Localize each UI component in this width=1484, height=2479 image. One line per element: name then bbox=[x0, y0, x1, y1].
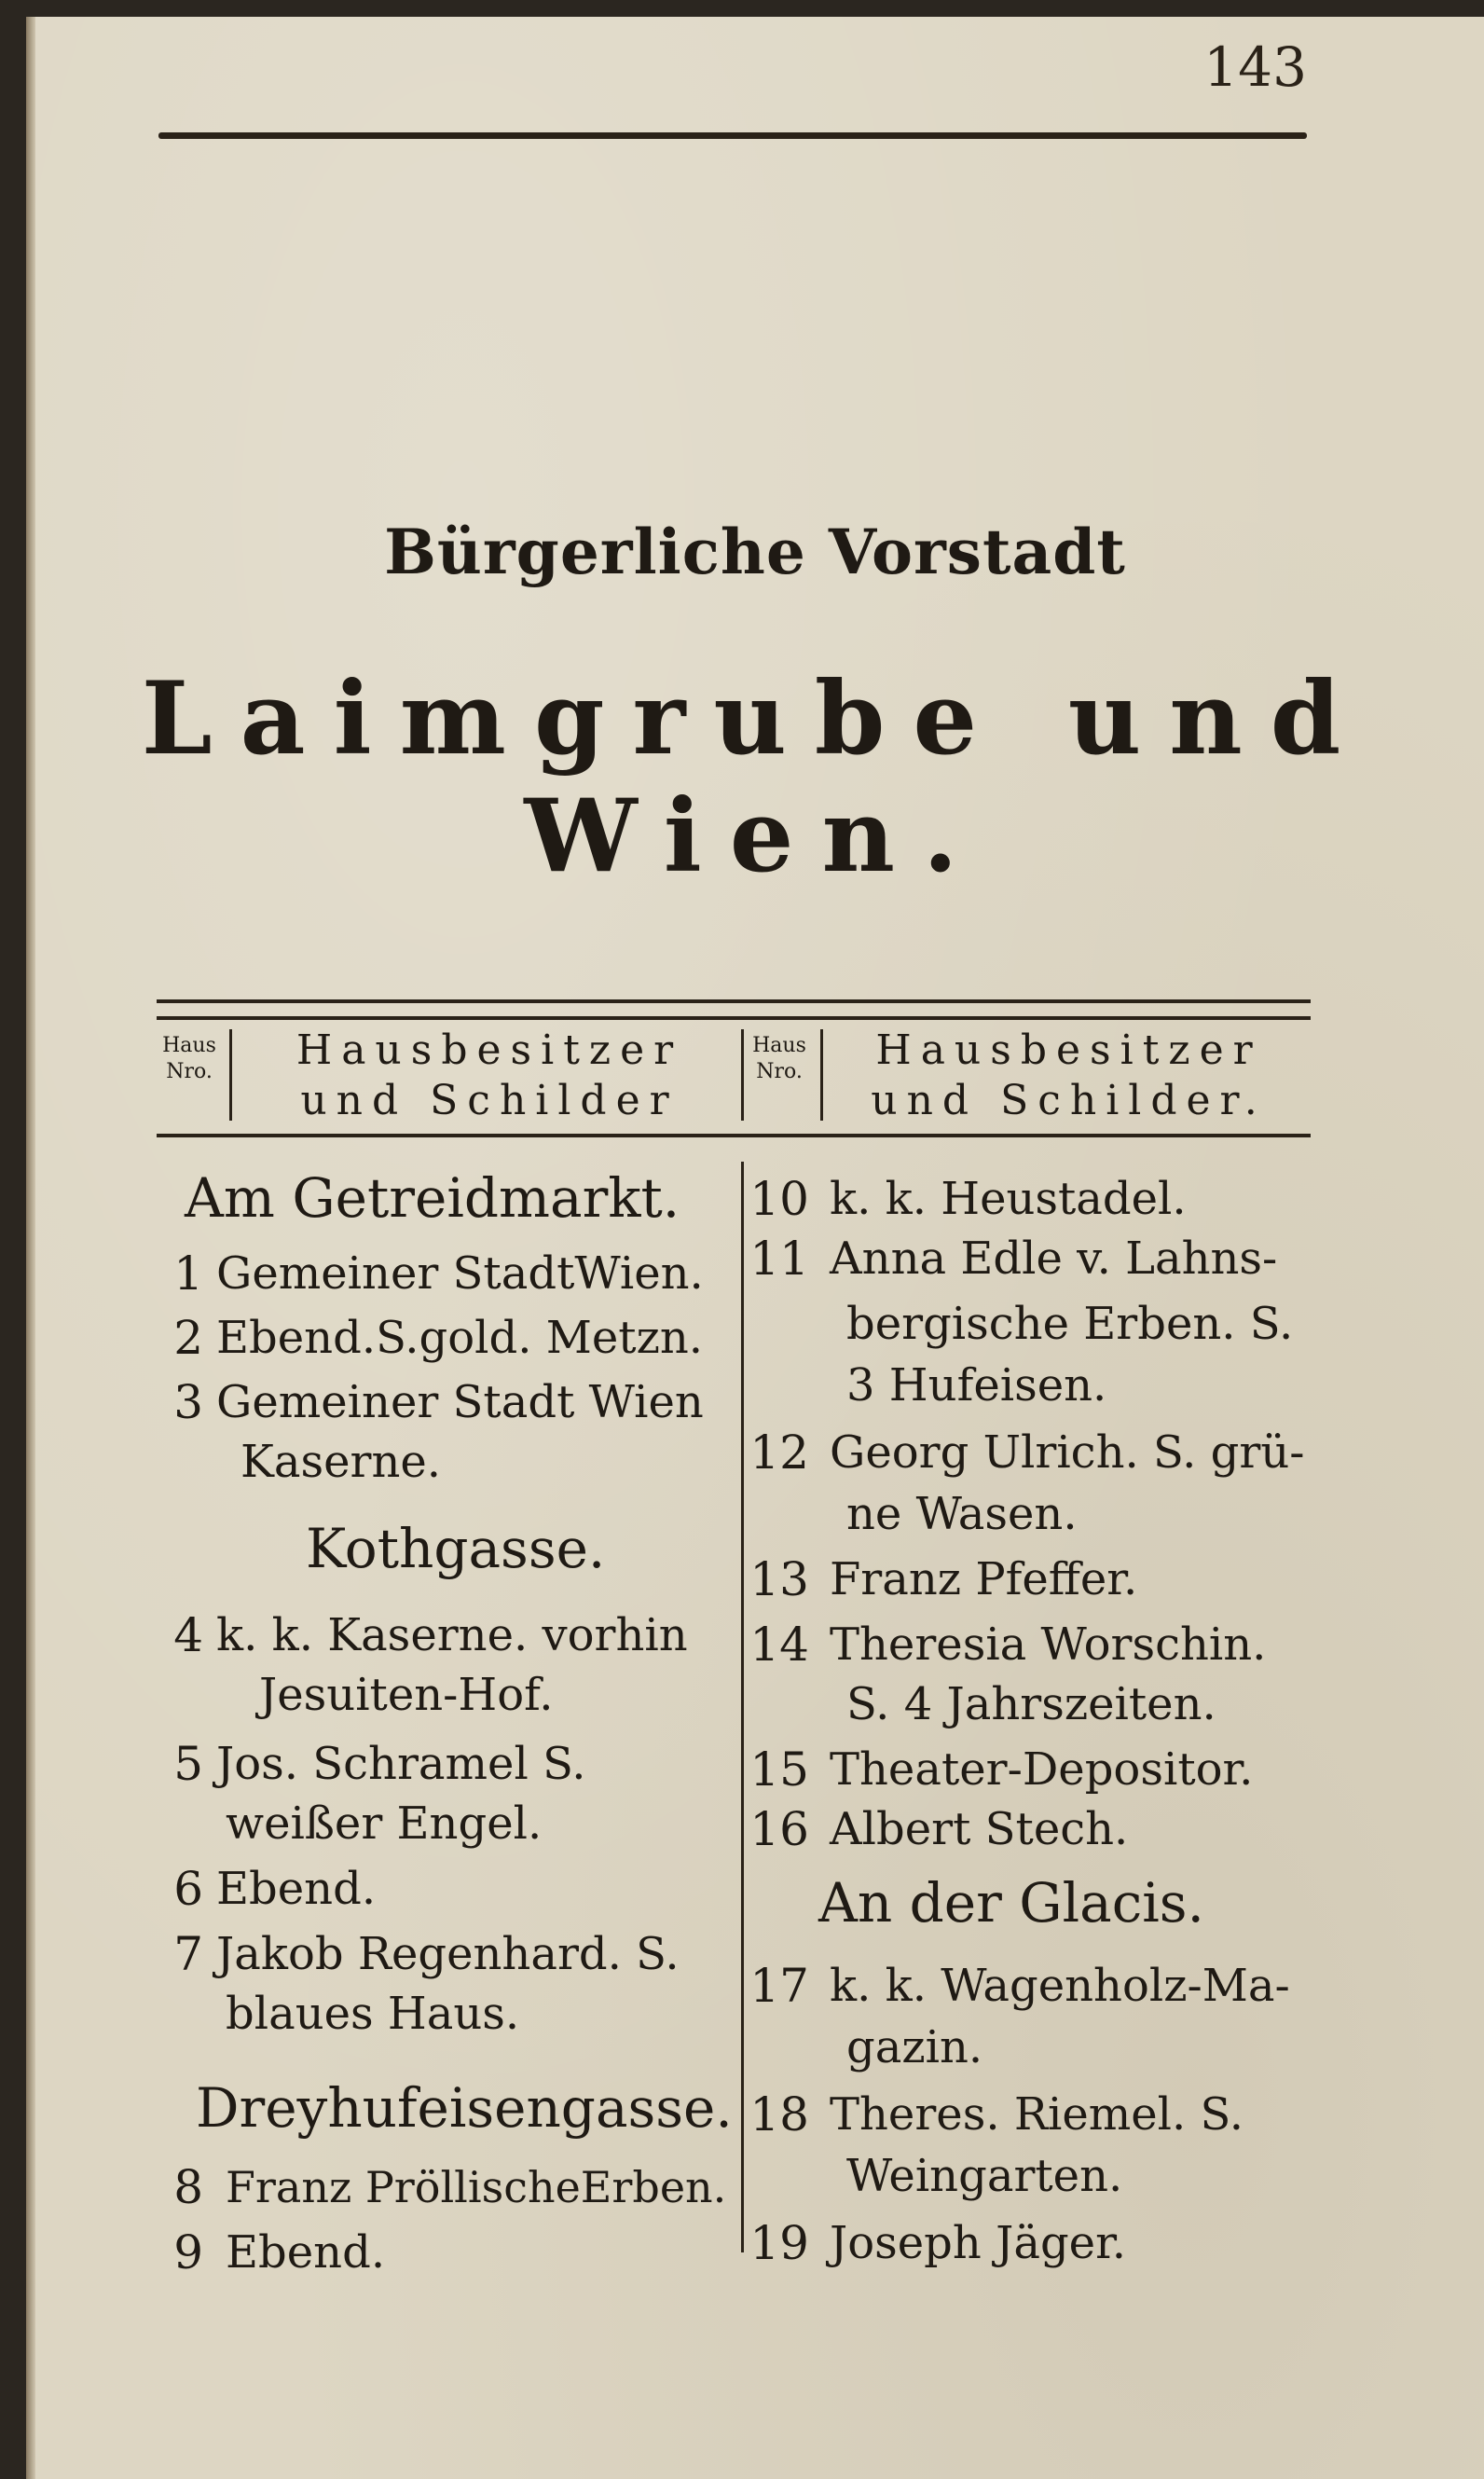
table-top-rule bbox=[157, 999, 1311, 1020]
entry-line: Ebend. bbox=[216, 1863, 377, 1915]
entry-line: blaues Haus. bbox=[226, 1988, 520, 2040]
entry-line: Franz Pfeffer. bbox=[830, 1553, 1138, 1605]
entry-line: Jos. Schramel S. bbox=[216, 1738, 586, 1790]
entry-line: Albert Stech. bbox=[830, 1803, 1129, 1855]
entry-line: Theres. Riemel. S. bbox=[830, 2088, 1244, 2141]
house-number: 5 bbox=[173, 1737, 203, 1791]
house-number: 7 bbox=[173, 1927, 203, 1981]
house-number: 10 bbox=[749, 1172, 809, 1226]
section-heading: An der Glacis. bbox=[818, 1871, 1204, 1935]
house-number: 4 bbox=[173, 1608, 203, 1662]
house-number: 17 bbox=[749, 1959, 809, 2013]
entry-line: Gemeiner StadtWien. bbox=[216, 1247, 704, 1300]
entry-line: Georg Ulrich. S. grü- bbox=[830, 1426, 1305, 1479]
entry-line: k. k. Heustadel. bbox=[830, 1173, 1187, 1225]
entry-line: Joseph Jäger. bbox=[830, 2217, 1126, 2269]
entry-line: gazin. bbox=[846, 2021, 983, 2073]
entry-line: Anna Edle v. Lahns- bbox=[830, 1233, 1278, 1285]
header-divider bbox=[820, 1029, 823, 1121]
entry-line: Gemeiner Stadt Wien bbox=[216, 1376, 704, 1428]
section-heading: Kothgasse. bbox=[306, 1517, 606, 1580]
entry-line: Jakob Regenhard. S. bbox=[216, 1928, 680, 1980]
book-spine bbox=[26, 17, 35, 2479]
page-subtitle: Bürgerliche Vorstadt bbox=[384, 516, 1126, 588]
house-number: 6 bbox=[173, 1862, 203, 1916]
entry-line: bergische Erben. S. bbox=[846, 1298, 1294, 1350]
house-number: 13 bbox=[749, 1552, 809, 1606]
house-number: 8 bbox=[173, 2160, 203, 2214]
column-header-number-left: Haus Nro. bbox=[162, 1034, 216, 1083]
column-header-owner-left: Hausbesitzer und Schilder bbox=[295, 1026, 683, 1124]
house-number: 11 bbox=[749, 1232, 809, 1286]
house-number: 18 bbox=[749, 2087, 809, 2142]
house-number: 15 bbox=[749, 1742, 809, 1797]
header-rule bbox=[158, 132, 1307, 139]
entry-line: S. 4 Jahrszeiten. bbox=[846, 1678, 1216, 1730]
house-number: 16 bbox=[749, 1802, 809, 1856]
page-number: 143 bbox=[1203, 35, 1307, 99]
book-page bbox=[26, 17, 1484, 2479]
house-number: 2 bbox=[173, 1311, 203, 1365]
house-number: 14 bbox=[749, 1618, 809, 1672]
entry-line: Jesuiten-Hof. bbox=[259, 1669, 554, 1721]
entry-line: Ebend. bbox=[226, 2226, 386, 2279]
house-number: 19 bbox=[749, 2216, 809, 2270]
entry-line: ne Wasen. bbox=[846, 1488, 1078, 1540]
table-header-rule bbox=[157, 1134, 1311, 1137]
column-header-owner-right: Hausbesitzer und Schilder. bbox=[871, 1026, 1267, 1124]
entry-line: weißer Engel. bbox=[226, 1797, 543, 1850]
house-number: 12 bbox=[749, 1425, 809, 1480]
entry-line: Theater-Depositor. bbox=[830, 1743, 1254, 1796]
entry-line: 3 Hufeisen. bbox=[846, 1359, 1107, 1412]
entry-line: k. k. Kaserne. vorhin bbox=[216, 1609, 688, 1661]
entry-line: Ebend.S.gold. Metzn. bbox=[216, 1312, 704, 1364]
house-number: 1 bbox=[173, 1246, 203, 1301]
entry-line: k. k. Wagenholz-Ma- bbox=[830, 1960, 1290, 2012]
section-heading: Am Getreidmarkt. bbox=[185, 1166, 680, 1230]
entry-line: Weingarten. bbox=[846, 2150, 1123, 2202]
entry-line: Kaserne. bbox=[240, 1436, 442, 1488]
entry-line: Theresia Worschin. bbox=[830, 1618, 1267, 1671]
header-divider bbox=[229, 1029, 232, 1121]
entry-line: Franz PröllischeErben. bbox=[226, 2162, 727, 2212]
page-title: Laimgrube und Wien. bbox=[141, 660, 1369, 895]
column-header-number-right: Haus Nro. bbox=[752, 1034, 806, 1083]
header-divider bbox=[741, 1029, 744, 1121]
house-number: 9 bbox=[173, 2225, 203, 2279]
house-number: 3 bbox=[173, 1375, 203, 1429]
section-heading: Dreyhufeisengasse. bbox=[196, 2076, 733, 2140]
